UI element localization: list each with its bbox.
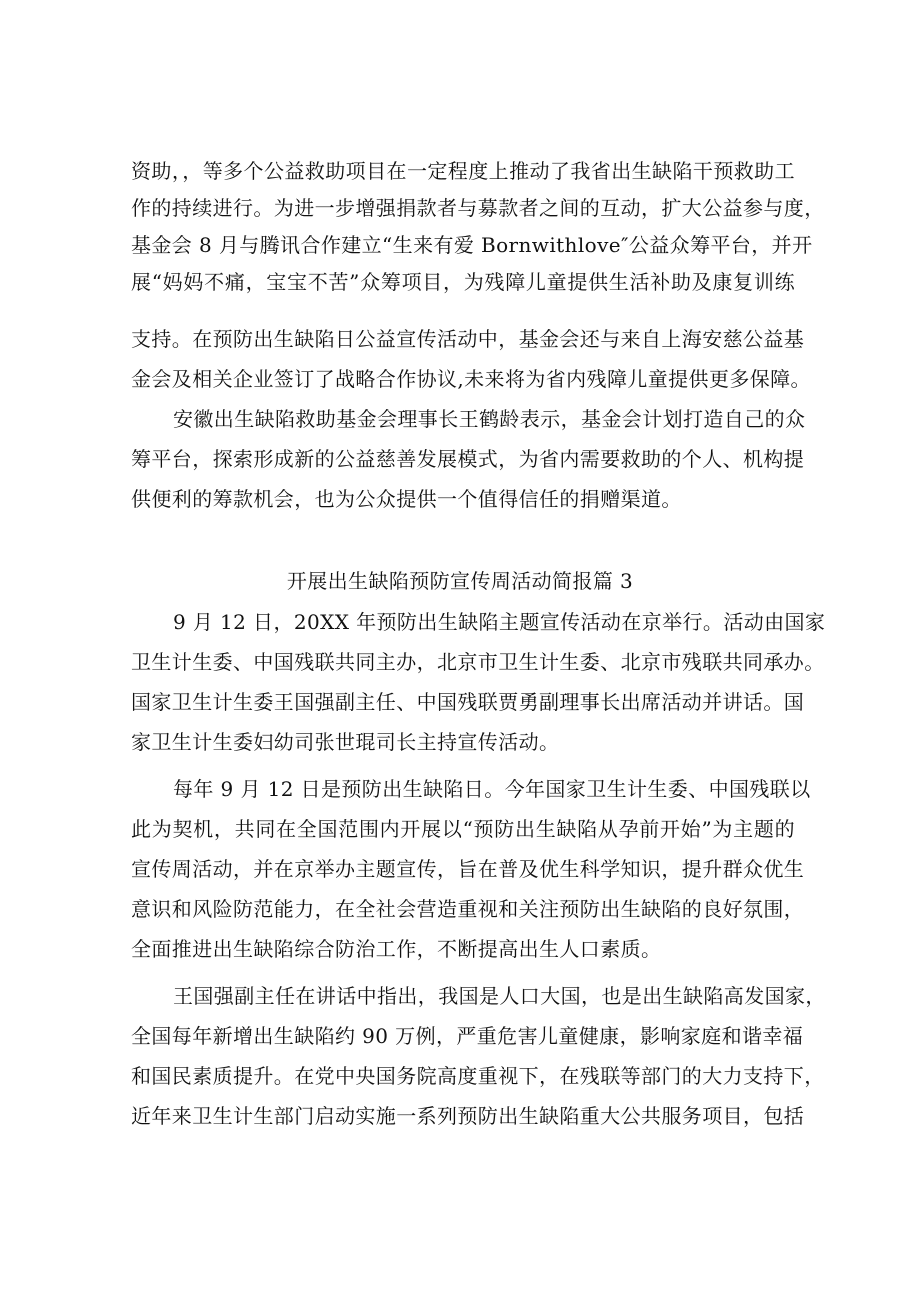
paragraph-line: 和国民素质提升。在党中央国务院高度重视下，在残联等部门的大力支持下，: [131, 1064, 825, 1088]
paragraph-line: 9 月 12 日，20XX 年预防出生缺陷主题宣传活动在京举行。活动由国家: [173, 610, 826, 634]
section-heading: 开展出生缺陷预防宣传周活动简报篇 3: [286, 569, 634, 593]
paragraph-line: 宣传周活动，并在京举办主题宣传，旨在普及优生科学知识，提升群众优生: [131, 857, 805, 881]
paragraph-line: 全面推进出生缺陷综合防治工作，不断提高出生人口素质。: [131, 937, 662, 961]
paragraph-line: 作的持续进行。为进一步增强捐款者与募款者之间的互动，扩大公益参与度，: [131, 196, 825, 220]
paragraph-line: 每年 9 月 12 日是预防出生缺陷日。今年国家卫生计生委、中国残联以: [173, 777, 811, 801]
paragraph-line: 基金会 8 月与腾讯合作建立“生来有爱 Bornwithlove″公益众筹平台，并开: [131, 233, 813, 257]
paragraph-line: 筹平台，探索形成新的公益慈善发展模式，为省内需要救助的个人、机构提: [131, 447, 805, 471]
paragraph-line: 王国强副主任在讲话中指出，我国是人口大国，也是出生缺陷高发国家，: [173, 984, 826, 1008]
paragraph-line: 支持。在预防出生缺陷日公益宣传活动中，基金会还与来自上海安慈公益基: [131, 327, 805, 351]
paragraph-line: 卫生计生委、中国残联共同主办，北京市卫生计生委、北京市残联共同承办。: [131, 650, 825, 674]
paragraph-line: 家卫生计生委妇幼司张世琨司长主持宣传活动。: [131, 730, 560, 754]
paragraph-line: 供便利的筹款机会，也为公众提供一个值得信任的捐赠渠道。: [131, 487, 682, 511]
paragraph-line: 金会及相关企业签订了战略合作协议,未来将为省内残障儿童提供更多保障。: [131, 367, 811, 391]
paragraph-line: 意识和风险防范能力，在全社会营造重视和关注预防出生缺陷的良好氛围，: [131, 897, 805, 921]
paragraph-line: 此为契机，共同在全国范围内开展以“预防出生缺陷从孕前开始”为主题的: [131, 817, 795, 841]
paragraph-line: 展“妈妈不痛，宝宝不苦”众筹项目，为残障儿童提供生活补助及康复训练: [131, 270, 795, 294]
paragraph-line: 近年来卫生计生部门启动实施一系列预防出生缺陷重大公共服务项目，包括: [131, 1104, 805, 1128]
paragraph-line: 资助，，等多个公益救助项目在一定程度上推动了我省出生缺陷干预救助工: [131, 159, 795, 183]
paragraph-line: 国家卫生计生委王国强副主任、中国残联贾勇副理事长出席活动并讲话。国: [131, 690, 805, 714]
paragraph-line: 安徽出生缺陷救助基金会理事长王鹤龄表示，基金会计划打造自己的众: [173, 407, 806, 431]
paragraph-line: 全国每年新增出生缺陷约 90 万例，严重危害儿童健康，影响家庭和谐幸福: [131, 1024, 804, 1048]
